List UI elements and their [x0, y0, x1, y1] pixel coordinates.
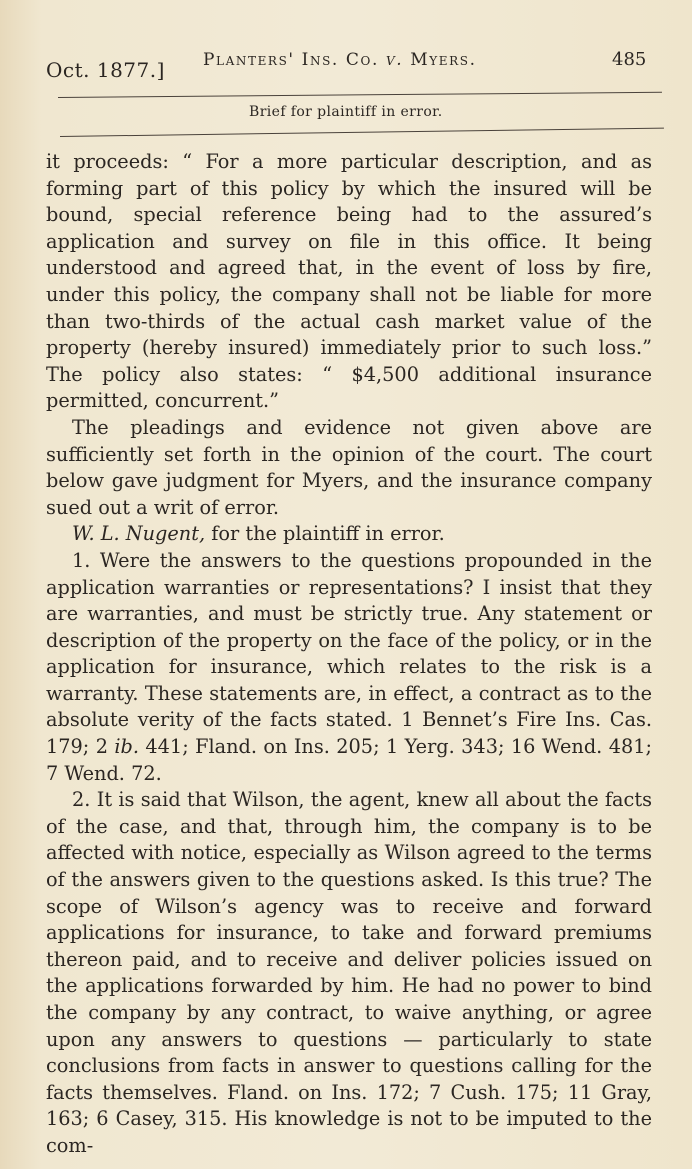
point-one-text: 1. Were the answers to the questions propounded in the application warranties or representations? I insist that they are warranties, and must be strictly true. Any statement or description of the property on the face of the policy, or in the application for insurance, which relates to the risk is a warranty. These statements are, in effect, a contract as to the absolute verity of the facts stated. 1 Bennet’s Fire Ins. Cas. 179; 2 — [46, 548, 652, 759]
paragraph-policy-quote: it proceeds: “ For a more particular description, and as forming part of this policy by which the insured will be bound, special reference being had to the assured’s application and survey on file in this office. It being understood and agreed that, in the event of loss by fire, under this policy, the company shall not be liable for more than two-thirds of the actual cash market value of the property (hereby insured) immediately prior to such loss.” The policy also states: “ $4,500 additional insurance permitted, concurrent.” — [46, 150, 652, 413]
running-head-case-title — [203, 50, 477, 70]
running-head-date: Oct. 1877.] — [46, 58, 165, 82]
running-head — [0, 44, 692, 84]
point-one-citations: 441; Fland. on Ins. 205; 1 Yerg. 343; 16 Wend. 481; 7 Wend. 72. — [46, 735, 653, 785]
header-rule-top — [58, 92, 662, 98]
paragraph-pleadings: The pleadings and evidence not given above are sufficiently set forth in the opinion of the court. The court below gave judgment for Myers, and the insurance company sued out a writ of error. — [46, 415, 652, 519]
case-title-defendant: Myers. — [410, 50, 477, 70]
case-title-versus: v. — [385, 50, 404, 70]
ibid-reference: ib. — [114, 735, 139, 759]
counsel-role: for the plaintiff in error. — [205, 522, 445, 546]
header-rule-bottom — [60, 128, 664, 137]
counsel-name: W. L. Nugent, — [72, 522, 206, 546]
paragraph-counsel — [46, 521, 652, 548]
case-title-parties: Planters' Ins. Co. — [203, 50, 379, 70]
paragraph-point-one — [46, 548, 652, 787]
body-text — [46, 149, 652, 1160]
paragraph-point-two: 2. It is said that Wilson, the agent, knew all about the facts of the case, and that, through him, the company is to be affected with notice, especially as Wilson agreed to the terms of the answers given to the questions asked. Is this true? The scope of Wilson’s agency was to receive and forward applications for insurance, to take and forward premiums thereon paid, and to receive and deliver policies issued on the applications forwarded by him. He had no power to bind the company by any contract, to waive anything, or agree upon any answers to questions — particularly to state conclusions from facts in answer to questions calling for the facts themselves. Fland. on Ins. 172; 7 Cush. 175; 11 Gray, 163; 6 Casey, 315. His knowledge is not to be imputed to the com- — [46, 788, 652, 1157]
section-label: Brief for plaintiff in error. — [249, 104, 443, 120]
page-number: 485 — [612, 49, 647, 70]
